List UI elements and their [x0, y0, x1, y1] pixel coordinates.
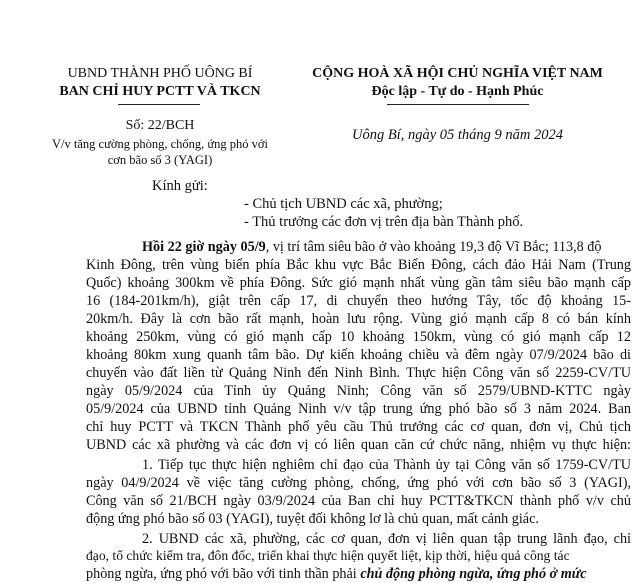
body-line: Quốc) khoảng 300km về phía Đông. Sức gió mạnh nhất vùng gần tâm siêu bão mạnh cấp — [86, 275, 631, 291]
item2-line: 2. UBND các xã, phường, các cơ quan, đơn vị liên quan tập trung lãnh đạo, chỉ — [142, 531, 631, 547]
body-lead: Hồi 22 giờ ngày 05/9 — [142, 239, 266, 255]
item2-last-line — [86, 565, 587, 583]
item2-last-bold: chủ động phòng ngừa, ứng phó ở mức — [360, 566, 587, 582]
body-lead-rest: , vị trí tâm siêu bão ở vào khoảng 19,3 độ Vĩ Bắc; 113,8 độ — [265, 239, 602, 255]
issuer-dept: BAN CHỈ HUY PCTT VÀ TKCN — [59, 84, 261, 99]
body-line: ngày 05/9/2024 của Tỉnh ủy Quảng Ninh; Công văn số 2579/UBND-KTTC ngày — [86, 383, 631, 399]
item2-last-normal: phòng ngừa, ứng phó với bão với tinh thần phải — [86, 566, 361, 582]
body-line: UBND các xã phường và các đơn vị có liên quan căn cứ chức năng, nhiệm vụ thực hiện: — [86, 437, 631, 453]
body-line: Kinh Đông, trên vùng biển phía Bắc khu vực Bắc Biển Đông, cách đảo Hải Nam (Trung — [86, 257, 631, 273]
item2-line: đạo, tổ chức kiểm tra, đôn đốc, triển khai thực hiện quyết liệt, kịp thời, hiệu quả công tác — [86, 548, 570, 563]
body-line: khoảng 250km, vùng có gió mạnh cấp 10 khoảng 150km, vùng có gió mạnh cấp 12 — [86, 329, 631, 345]
body-line: khoảng 80km xung quanh tâm bão. Dự kiến khoảng chiều và đêm ngày 07/9/2024 bão di — [86, 347, 631, 363]
body-line: chuyển vào đất liền từ Quảng Ninh đến Ninh Bình. Thực hiện Công văn số 2259-CV/TU — [86, 365, 631, 381]
item1-line: động ứng phó bão số 03 (YAGI), tuyệt đối không lơ là chủ quan, mất cảnh giác. — [86, 511, 539, 527]
document-date: Uông Bí, ngày 05 tháng 9 năm 2024 — [351, 127, 564, 143]
document-subject-line-2: cơn bão số 3 (YAGI) — [107, 153, 213, 167]
recipient-line-2: - Thủ trưởng các đơn vị trên địa bàn Thành phố. — [244, 214, 524, 230]
recipient-label: Kính gửi: — [152, 178, 208, 194]
item1-line: Công văn số 21/BCH ngày 03/9/2024 của Ban chỉ huy PCTT&TKCN thành phố v/v chủ — [86, 493, 631, 509]
item1-line: 1. Tiếp tục thực hiện nghiêm chỉ đạo của Thành ủy tại Công văn số 1759-CV/TU — [142, 457, 631, 473]
body-line: 05/9/2024 của UBND tỉnh Quảng Ninh v/v tập trung ứng phó bão số 3 năm 2024. Ban — [86, 401, 631, 417]
issuer-org: UBND THÀNH PHỐ UÔNG BÍ — [67, 66, 253, 81]
recipient-line-1: - Chủ tịch UBND các xã, phường; — [244, 196, 443, 212]
motto-underline — [387, 104, 529, 105]
document-subject-line-1: V/v tăng cường phòng, chống, ứng phó với — [52, 137, 268, 151]
body-line: chỉ huy PCTT và TKCN Thành phố yêu cầu Thủ trưởng các cơ quan, đơn vị, Chủ tịch — [86, 419, 631, 435]
national-motto: Độc lập - Tự do - Hạnh Phúc — [371, 84, 544, 99]
body-line: 16 (184-201km/h), giật trên cấp 17, di chuyển theo hướng Tây, tốc độ khoảng 15- — [86, 293, 631, 309]
issuer-underline — [118, 104, 200, 105]
body-first-line — [142, 238, 630, 256]
item1-line: ngày 04/9/2024 về việc tăng cường phòng, chống, ứng phó với cơn bão số 3 (YAGI), — [86, 475, 631, 491]
document-number: Số: 22/BCH — [125, 118, 195, 133]
country-name: CỘNG HOÀ XÃ HỘI CHỦ NGHĨA VIỆT NAM — [312, 66, 603, 81]
body-line: 20km/h. Đây là cơn bão rất mạnh, hoàn lưu rộng. Vùng gió mạnh cấp 8 có bán kính — [86, 311, 631, 327]
